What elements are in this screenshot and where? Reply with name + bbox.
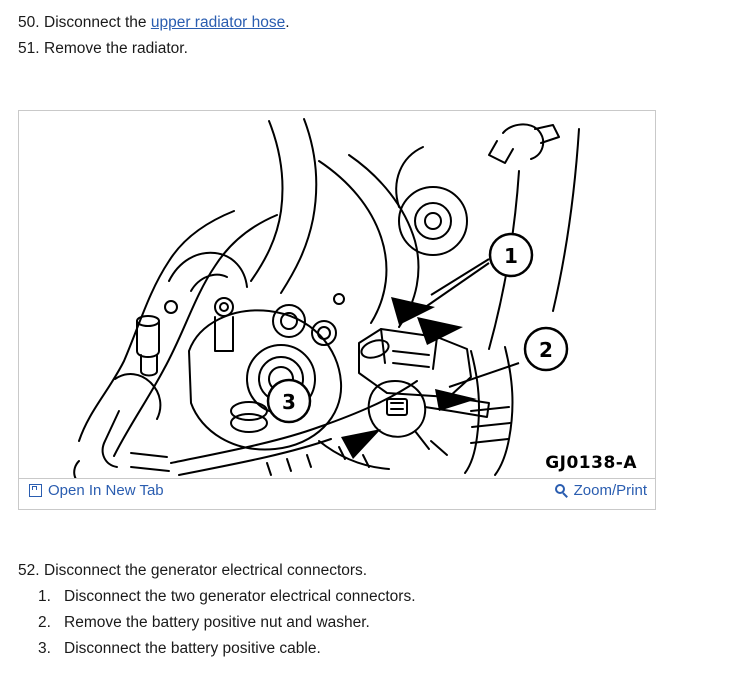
open-in-new-tab-label: Open In New Tab: [48, 482, 164, 499]
upper-radiator-hose-link[interactable]: upper radiator hose: [150, 14, 286, 31]
substep-1-number: 1.: [38, 588, 51, 605]
open-in-new-tab-icon: [29, 484, 42, 497]
step-51-number: 51.: [18, 40, 40, 57]
substep-3-text: Disconnect the battery positive cable.: [64, 640, 321, 657]
figure-illustration: [19, 111, 655, 479]
substep-1: [38, 584, 718, 610]
substep-2: [38, 610, 718, 636]
step-51: [18, 36, 718, 62]
substep-3: [38, 636, 718, 662]
magnifier-icon: [555, 484, 569, 498]
zoom-print-label: Zoom/Print: [573, 482, 647, 499]
step-list-bottom: [18, 558, 718, 662]
svg-text:2: 2: [539, 338, 553, 362]
svg-text:3: 3: [282, 390, 296, 414]
figure-code-label: GJ0138-A: [545, 453, 637, 473]
zoom-print-button[interactable]: [555, 482, 647, 499]
svg-text:1: 1: [504, 244, 518, 268]
figure-toolbar: [19, 478, 655, 509]
step-list-top: [18, 10, 718, 62]
step-51-text: Remove the radiator.: [44, 40, 188, 57]
substep-2-text: Remove the battery positive nut and washer.: [64, 614, 370, 631]
step-52-text: Disconnect the generator electrical connectors.: [44, 562, 368, 579]
substep-2-number: 2.: [38, 614, 51, 631]
substep-3-number: 3.: [38, 640, 51, 657]
open-in-new-tab-button[interactable]: [29, 482, 164, 499]
step-50: [18, 10, 718, 36]
figure-card: [18, 110, 656, 510]
step-50-text-after: .: [285, 14, 290, 31]
step-52-substeps: [38, 584, 718, 662]
step-52-number: 52.: [18, 562, 40, 579]
substep-1-text: Disconnect the two generator electrical connectors.: [64, 588, 416, 605]
step-50-number: 50.: [18, 14, 40, 31]
step-50-text-before: Disconnect the: [44, 14, 151, 31]
step-52: [18, 558, 718, 584]
